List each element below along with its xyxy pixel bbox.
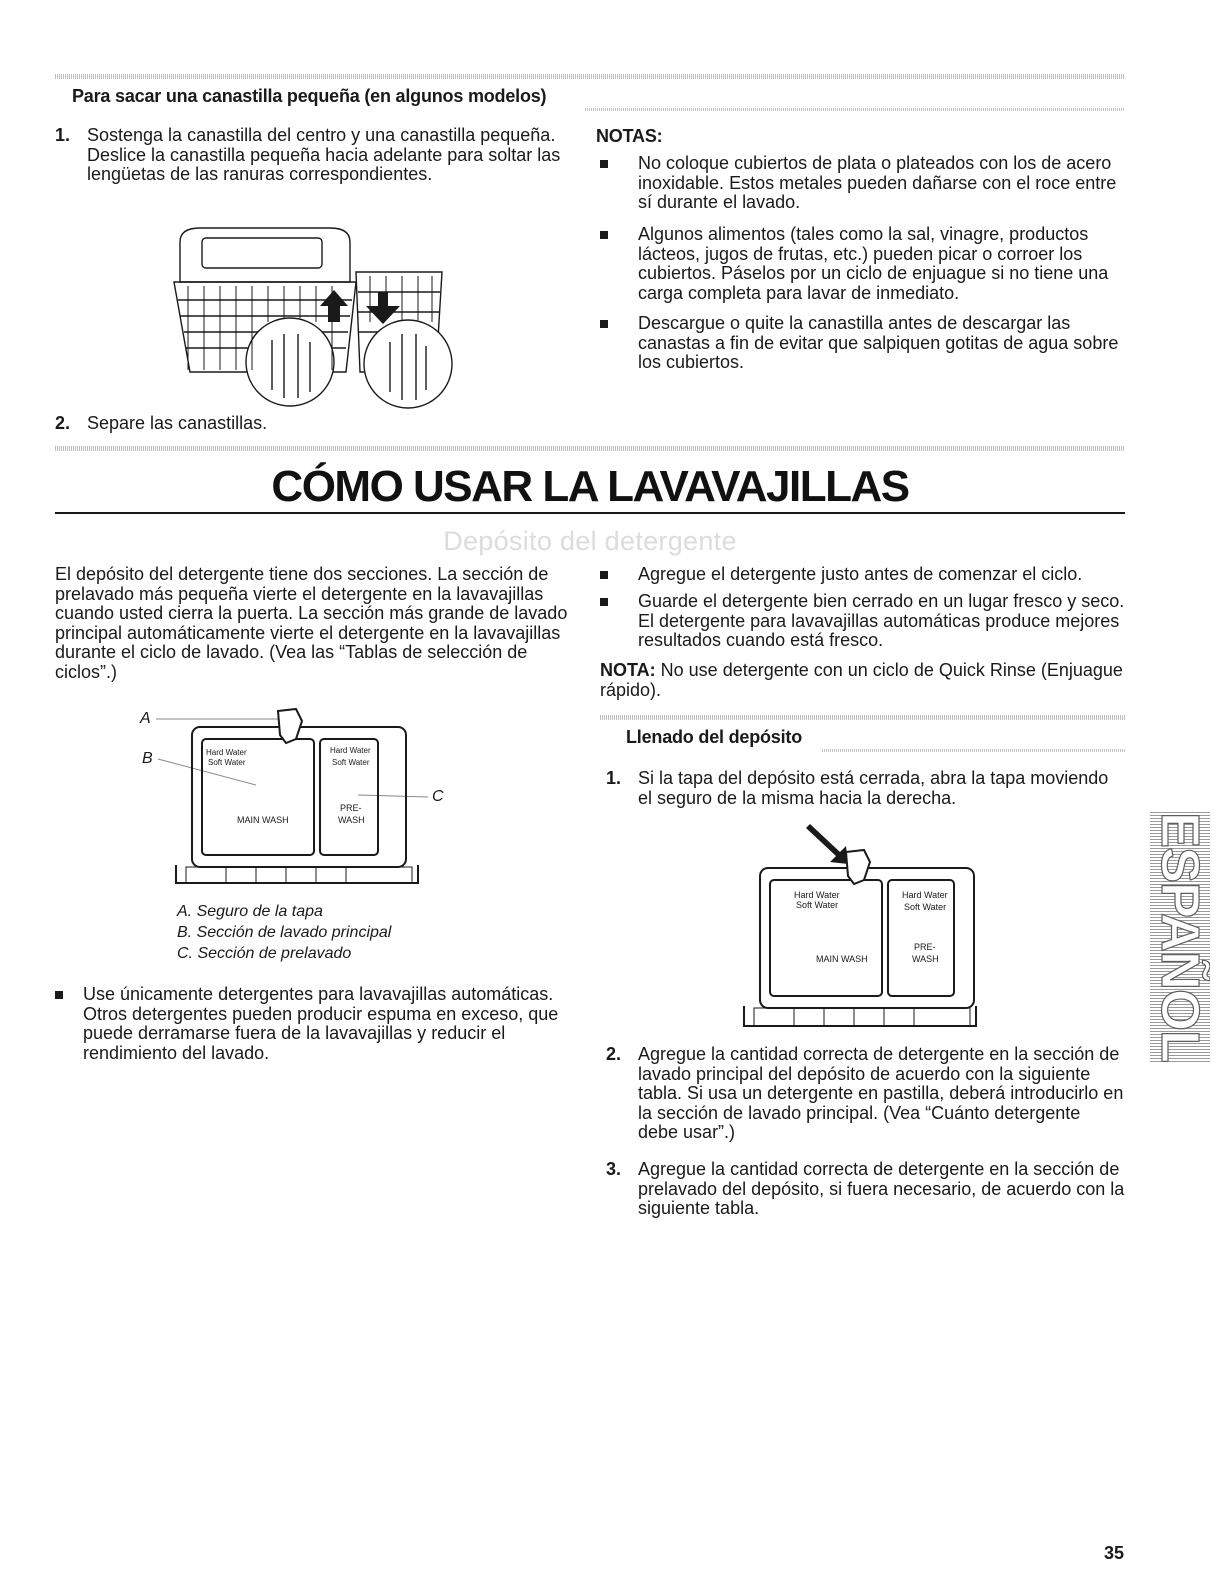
- prewash-cup: [320, 739, 378, 855]
- step-number: 1.: [55, 125, 71, 145]
- lid-latch: [278, 709, 302, 743]
- filling-step-2: [606, 1045, 1125, 1143]
- dispenser-open-diagram: [736, 822, 986, 1032]
- svg-text:PRE-: PRE-: [340, 803, 362, 813]
- basket-step-2: [55, 414, 575, 434]
- callout-c: C: [432, 788, 444, 805]
- language-side-tab: [1150, 812, 1210, 1062]
- bullet-square: [600, 571, 608, 579]
- bullet-square: [600, 160, 608, 168]
- bullet-text: Guarde el detergente bien cerrado en un lugar fresco y seco. El detergente para lavavajillas automáticas produce mejores resultados cuando está fresco.: [638, 591, 1125, 650]
- caption-c: C. Sección de prelavado: [177, 945, 352, 962]
- callout-a: A: [140, 710, 151, 727]
- filling-step-1: [606, 769, 1125, 808]
- callout-b: B: [142, 750, 153, 767]
- svg-text:Hard Water: Hard Water: [330, 746, 371, 755]
- bullet-square: [55, 991, 63, 999]
- title-rule: [55, 512, 1125, 514]
- svg-text:Soft Water: Soft Water: [904, 902, 947, 912]
- svg-text:MAIN WASH: MAIN WASH: [816, 954, 868, 964]
- step-text: Agregue la cantidad correcta de detergente en la sección de prelavado del depósito, si fuera necesario, de acuerdo con la siguiente tabla.: [638, 1159, 1125, 1218]
- svg-text:Hard Water: Hard Water: [902, 890, 948, 900]
- note-text: Algunos alimentos (tales como la sal, vinagre, productos lácteos, jugos de frutas, etc.) pueden picar o corroer los cubiertos. Páselos por un ciclo de enjuague si no tiene una carga completa para lavar de inmediato.: [638, 224, 1109, 303]
- bullet-square: [600, 320, 608, 328]
- step-text: Agregue la cantidad correcta de detergente en la sección de lavado principal del depósito de acuerdo con la siguiente tabla. Si usa un detergente en pastilla, deberá introducirlo en la sección de lavado principal. (Vea “Cuánto detergente debe usar”.): [638, 1044, 1124, 1142]
- step-number: 3.: [606, 1159, 622, 1179]
- intro-paragraph: El depósito del detergente tiene dos secciones. La sección de prelavado más pequeña vierte el detergente en la lavavajillas cuando usted cierra la puerta. La sección más grande de lavado principal automáticamente vierte el detergente en la lavavajillas durante el ciclo de lavado. (Vea las “Tablas de selección de ciclos”.): [55, 564, 568, 682]
- title-top-divider: [55, 446, 1125, 451]
- basket-step-1: [55, 126, 575, 185]
- caption-b: B. Sección de lavado principal: [177, 924, 392, 941]
- svg-text:Hard Water: Hard Water: [206, 748, 247, 757]
- latch-arrow-icon: [806, 824, 848, 864]
- detergent-bullet: [55, 985, 575, 1063]
- center-basket-handle: [180, 228, 350, 282]
- basket-heading: Para sacar una canastilla pequeña (en algunos modelos): [72, 86, 547, 106]
- note-item-1: [600, 154, 1125, 213]
- svg-text:Soft Water: Soft Water: [796, 900, 839, 910]
- note-text: Descargue o quite la canastilla antes de descargar las canastas a fin de evitar que salpiquen gotitas de agua sobre los cubiertos.: [638, 313, 1119, 372]
- arrow-down-icon: [366, 292, 400, 324]
- step-number: 2.: [55, 413, 71, 433]
- bullet-square: [600, 598, 608, 606]
- note-item-2: [600, 225, 1125, 303]
- svg-text:PRE-: PRE-: [914, 942, 936, 952]
- svg-text:Soft Water: Soft Water: [332, 758, 370, 767]
- svg-text:Soft Water: Soft Water: [208, 758, 246, 767]
- main-title: CÓMO USAR LA LAVAVAJILLAS: [271, 462, 909, 511]
- step-text: Si la tapa del depósito está cerrada, abra la tapa moviendo el seguro de la misma hacia la derecha.: [638, 768, 1109, 808]
- heading-hatch: [585, 108, 1125, 111]
- svg-text:MAIN WASH: MAIN WASH: [237, 815, 289, 825]
- page-number: 35: [1103, 1543, 1124, 1563]
- svg-text:WASH: WASH: [912, 954, 939, 964]
- filling-heading-hatch: [822, 749, 1125, 752]
- note-label: NOTA:: [600, 660, 656, 680]
- filling-divider: [600, 715, 1125, 720]
- bullet-text: Agregue el detergente justo antes de comenzar el ciclo.: [638, 564, 1083, 584]
- bullet-square: [600, 231, 608, 239]
- dispenser-diagram: [136, 705, 452, 890]
- basket-illustration: [160, 222, 460, 422]
- lid-latch: [846, 850, 870, 884]
- note-text: No coloque cubiertos de plata o plateados con los de acero inoxidable. Estos metales pueden dañarse con el roce entre sí durante el lavado.: [638, 153, 1117, 212]
- arrow-up-icon: [320, 290, 348, 322]
- filling-heading: Llenado del depósito: [626, 727, 803, 747]
- step-text: Sostenga la canastilla del centro y una canastilla pequeña. Deslice la canastilla pequeña hacia adelante para soltar las lengüetas de las ranuras correspondientes.: [87, 125, 561, 184]
- top-divider: [55, 74, 1125, 79]
- side-tab-label: ESPAÑOL: [1150, 812, 1210, 1062]
- caption-a: A. Seguro de la tapa: [177, 903, 323, 920]
- right-bullet-1: [600, 565, 1125, 585]
- note-paragraph: [600, 661, 1125, 700]
- detail-circle-left: [246, 318, 334, 406]
- filling-step-3: [606, 1160, 1125, 1219]
- svg-text:WASH: WASH: [338, 815, 365, 825]
- step-number: 2.: [606, 1044, 622, 1064]
- step-text: Separe las canastillas.: [87, 413, 268, 433]
- note-text: No use detergente con un ciclo de Quick Rinse (Enjuague rápido).: [600, 660, 1123, 700]
- note-item-3: [600, 314, 1125, 373]
- notes-heading: NOTAS:: [596, 126, 663, 146]
- step-number: 1.: [606, 768, 622, 788]
- right-bullet-2: [600, 592, 1125, 651]
- section-title: Depósito del detergente: [443, 526, 737, 556]
- bullet-text: Use únicamente detergentes para lavavajillas automáticas. Otros detergentes pueden producir espuma en exceso, que puede derramarse fuera de la lavavajillas y reducir el rendimiento del lavado.: [83, 984, 559, 1063]
- detail-circle-right: [364, 320, 452, 408]
- svg-text:Hard Water: Hard Water: [794, 890, 840, 900]
